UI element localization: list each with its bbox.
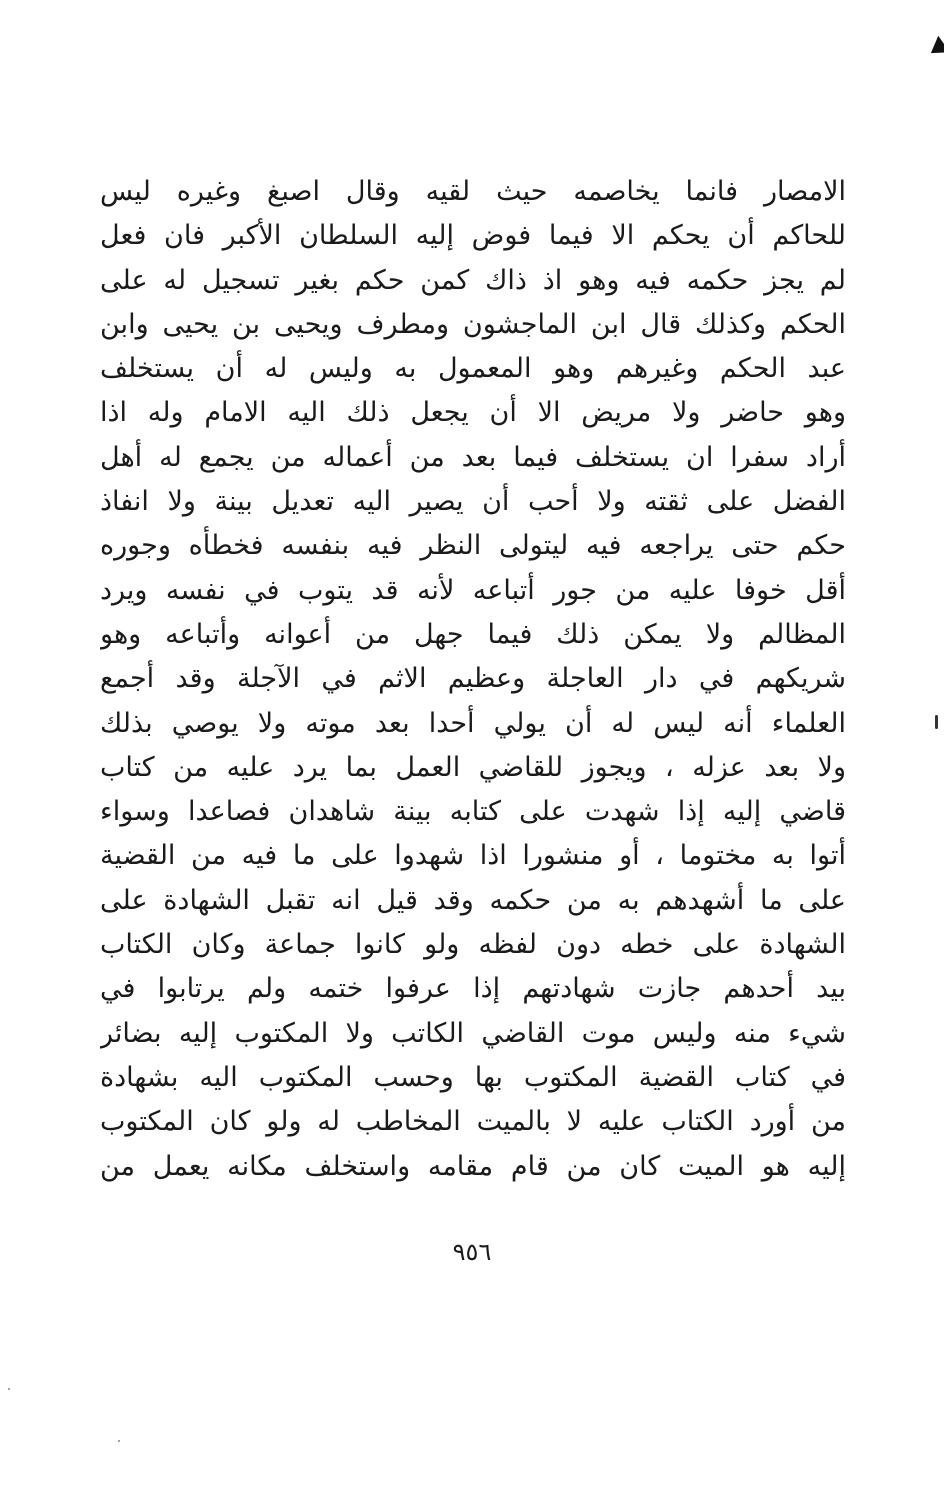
text-line: وهو حاضر ولا مريض الا أن يجعل ذلك اليه الامام وله اذا <box>100 397 846 429</box>
text-line: ولا بعد عزله ، ويجوز للقاضي العمل بما يرد عليه من كتاب <box>100 751 846 783</box>
margin-mark <box>935 715 938 729</box>
text-line: شريكهم في دار العاجلة وعظيم الاثم في الآجلة وقد أجمع <box>100 663 846 695</box>
text-line: الحكم وكذلك قال ابن الماجشون ومطرف ويحيى بن يحيى وابن <box>100 308 846 340</box>
scan-speck <box>8 1388 10 1390</box>
text-line: بيد أحدهم جازت شهادتهم إذا عرفوا ختمه ولم يرتابوا في <box>100 973 846 1005</box>
text-line: لم يجز حكمه فيه وهو اذ ذاك كمن حكم بغير تسجيل له على <box>100 264 846 296</box>
text-line: الفضل على ثقته ولا أحب أن يصير اليه تعديل بينة ولا انفاذ <box>100 486 846 518</box>
page-corner-mark <box>925 36 944 62</box>
text-line: أراد سفرا ان يستخلف فيما بعد من أعماله من يجمع له أهل <box>100 441 846 473</box>
text-line: للحاكم أن يحكم الا فيما فوض إليه السلطان الأكبر فان فعل <box>100 220 846 252</box>
text-line: قاضي إليه إذا شهدت على كتابه بينة شاهدان فصاعدا وسواء <box>100 796 846 828</box>
text-line: أقل خوفا عليه من جور أتباعه لأنه قد يتوب في نفسه ويرد <box>100 574 846 606</box>
text-line: حكم حتى يراجعه فيه ليتولى النظر فيه بنفسه فخطأه وجوره <box>100 530 846 562</box>
text-line: العلماء أنه ليس له أن يولي أحدا بعد موته ولا يوصي بذلك <box>100 707 846 739</box>
text-line: أتوا به مختوما ، أو منشورا اذا شهدوا على ما فيه من القضية <box>100 840 846 872</box>
text-line: إليه هو الميت كان من قام مقامه واستخلف مكانه يعمل من <box>100 1150 846 1182</box>
text-line: عبد الحكم وغيرهم وهو المعمول به وليس له أن يستخلف <box>100 353 846 385</box>
scan-speck <box>118 1440 120 1442</box>
page-number: ٩٥٦ <box>452 1238 492 1266</box>
text-line: الشهادة على خطه دون لفظه ولو كانوا جماعة وكان الكتاب <box>100 929 846 961</box>
text-line: من أورد الكتاب عليه لا بالميت المخاطب له ولو كان المكتوب <box>100 1106 846 1138</box>
text-line: في كتاب القضية المكتوب بها وحسب المكتوب اليه بشهادة <box>100 1061 846 1093</box>
text-line: الامصار فانما يخاصمه حيث لقيه وقال اصبغ وغيره ليس <box>100 176 846 207</box>
text-line: شيء منه وليس موت القاضي الكاتب ولا المكتوب إليه بضائر <box>100 1017 846 1049</box>
page-body-text <box>100 170 846 1189</box>
text-line: المظالم ولا يمكن ذلك فيما جهل من أعوانه وأتباعه وهو <box>100 618 846 650</box>
text-line: على ما أشهدهم به من حكمه وقد قيل انه تقبل الشهادة على <box>100 884 846 916</box>
